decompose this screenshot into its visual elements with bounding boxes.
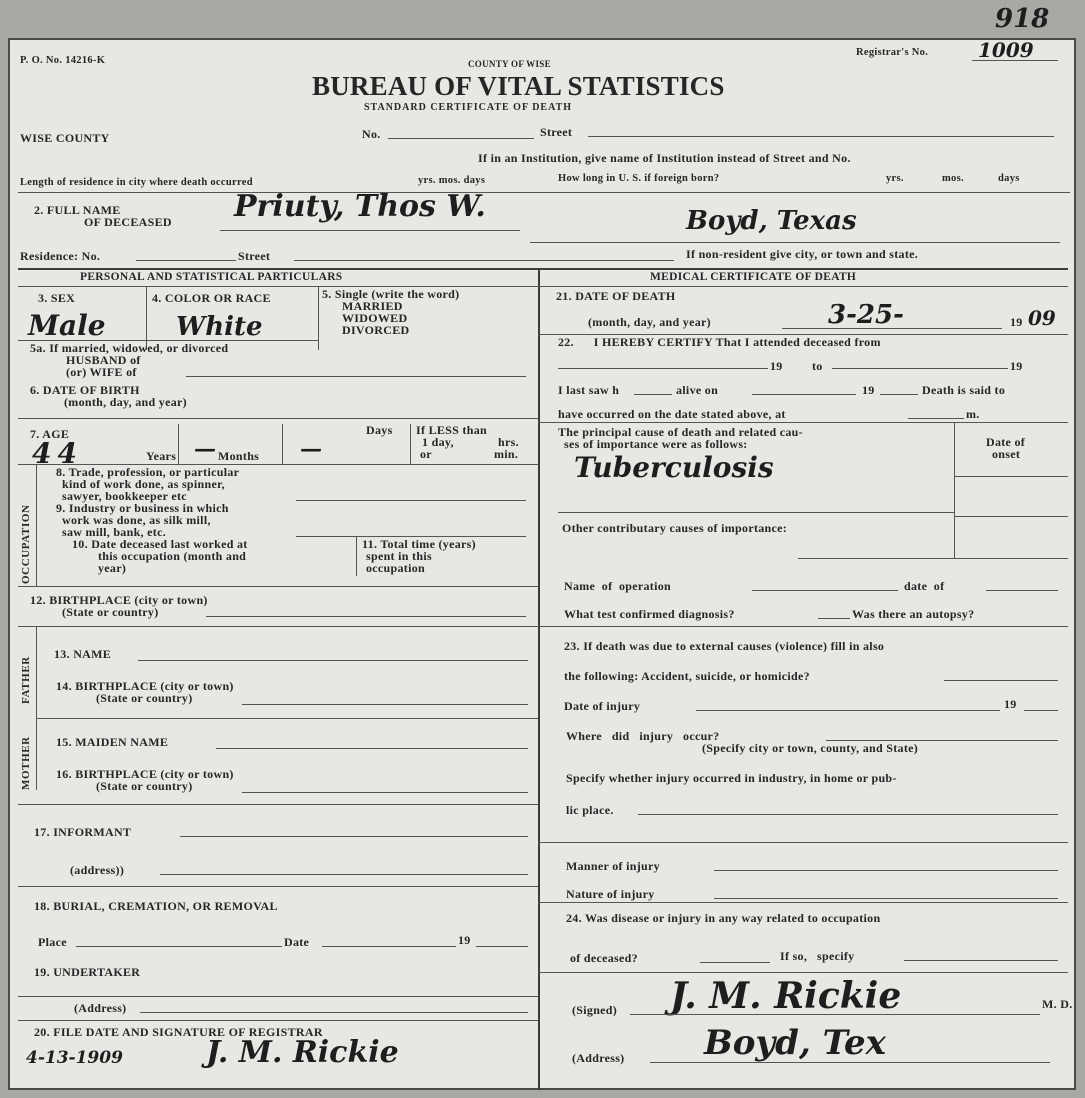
occ-11b: spent in this — [366, 549, 432, 563]
occ-9a: 9. Industry or business in which — [56, 501, 229, 515]
sex-label: 3. SEX — [38, 291, 76, 305]
yrs-label: yrs. — [886, 173, 904, 184]
where-injury-1: Where did injury occur? — [566, 729, 720, 743]
days-label: days — [998, 173, 1020, 184]
full-name-label-1: 2. FULL NAME — [34, 203, 121, 217]
years-label: Years — [146, 449, 177, 463]
specify-injury-1: Specify whether injury occurred in industry, in home or pub- — [566, 771, 897, 785]
occ-11a: 11. Total time (years) — [362, 537, 476, 551]
cause-label-2: ses of importance were as follows: — [564, 437, 748, 451]
spouse-label-3: (or) WIFE of — [66, 365, 137, 379]
color-label: 4. COLOR OR RACE — [152, 291, 271, 305]
corner-number: 918 — [995, 4, 1050, 34]
physician-signature[interactable]: J. M. Rickie — [670, 975, 902, 1017]
widowed-label: WIDOWED — [342, 311, 408, 325]
or-label: or — [420, 447, 432, 461]
occ-11c: occupation — [366, 561, 426, 575]
physician-address-label: (Address) — [572, 1051, 625, 1065]
color-value[interactable]: White — [176, 312, 263, 342]
registrar-signature[interactable]: J. M. Rickie — [206, 1035, 399, 1070]
mother-maiden-name: 15. MAIDEN NAME — [56, 735, 169, 749]
informant-label: 17. INFORMANT — [34, 825, 132, 839]
residence-label: Residence: No. — [20, 249, 101, 263]
burial-label: 18. BURIAL, CREMATION, OR REMOVAL — [34, 899, 278, 913]
age-label: 7. AGE — [30, 427, 70, 441]
date-onset-2: onset — [992, 447, 1021, 461]
death-certificate — [8, 38, 1076, 1090]
external-causes-1: 23. If death was due to external causes (violence) fill in also — [564, 639, 885, 653]
mother-birthplace-2: (State or country) — [96, 779, 193, 793]
father-birthplace-1: 14. BIRTHPLACE (city or town) — [56, 679, 234, 693]
yrs-mos-days: yrs. mos. days — [418, 175, 486, 186]
deceased-name[interactable]: Priuty, Thos W. — [234, 189, 486, 224]
nature-injury-label: Nature of injury — [566, 887, 655, 901]
father-side-label: FATHER — [20, 656, 32, 704]
medical-section-title: MEDICAL CERTIFICATE OF DEATH — [650, 271, 857, 283]
nonresident-note: If non-resident give city, or town and state. — [686, 247, 919, 261]
occurred-text: have occurred on the date stated above, at — [558, 407, 786, 421]
other-causes-label: Other contributary causes of importance: — [562, 521, 788, 535]
signed-label: (Signed) — [572, 1003, 618, 1017]
where-injury-2: (Specify city or town, county, and State) — [702, 741, 919, 755]
alive-on-label: alive on — [676, 383, 719, 397]
burial-place-label: Place — [38, 935, 67, 949]
md-label: M. D. — [1042, 997, 1073, 1011]
mos-label: mos. — [942, 173, 964, 184]
certificate-title: BUREAU OF VITAL STATISTICS — [312, 71, 725, 101]
last-saw-label: I last saw h — [558, 383, 620, 397]
date-onset-1: Date of — [986, 435, 1026, 449]
file-date-label: 20. FILE DATE AND SIGNATURE OF REGISTRAR — [34, 1025, 323, 1039]
divorced-label: DIVORCED — [342, 323, 410, 337]
death-date-sub: (month, day, and year) — [588, 315, 711, 329]
mother-birthplace-1: 16. BIRTHPLACE (city or town) — [56, 767, 234, 781]
father-name-label: 13. NAME — [54, 647, 112, 661]
months-value[interactable]: — — [194, 436, 216, 462]
cause-value[interactable]: Tuberculosis — [574, 451, 774, 484]
manner-injury-label: Manner of injury — [566, 859, 660, 873]
sex-value[interactable]: Male — [28, 309, 106, 342]
months-label: Months — [218, 449, 260, 463]
occupation-side-label: OCCUPATION — [20, 504, 32, 584]
undertaker-label: 19. UNDERTAKER — [34, 965, 141, 979]
min-label: min. — [494, 447, 519, 461]
county-label: WISE COUNTY — [20, 131, 110, 145]
occ-8c: sawyer, bookkeeper etc — [62, 489, 187, 503]
spouse-label-1: 5a. If married, widowed, or divorced — [30, 341, 229, 355]
certify-year-to: 19 — [1010, 359, 1023, 373]
external-causes-2: the following: Accident, suicide, or homicide? — [564, 669, 810, 683]
injury-date-label: Date of injury — [564, 699, 641, 713]
birthplace-label-2: (State or country) — [62, 605, 159, 619]
marital-label: 5. Single (write the word) — [322, 287, 460, 301]
test-label: What test confirmed diagnosis? — [564, 607, 735, 621]
how-long-us: How long in U. S. if foreign born? — [558, 173, 720, 184]
burial-date-label: Date — [284, 935, 310, 949]
residence-street-label: Street — [238, 249, 271, 263]
hrs-label: hrs. — [498, 435, 519, 449]
operation-label: Name of operation — [564, 579, 672, 593]
no-label: No. — [362, 127, 381, 141]
street-label: Street — [540, 125, 573, 139]
cause-label-1: The principal cause of death and related cau- — [558, 425, 803, 439]
file-date-value[interactable]: 4-13-1909 — [26, 1048, 123, 1068]
residence-city[interactable]: Boyd, Texas — [686, 206, 857, 236]
occ-10c: year) — [98, 561, 127, 575]
birthplace-label-1: 12. BIRTHPLACE (city or town) — [30, 593, 208, 607]
undertaker-address-label: (Address) — [74, 1001, 127, 1015]
full-name-label-2: OF DECEASED — [84, 215, 172, 229]
registrar-label: Registrar's No. — [856, 47, 929, 58]
if-so-label: If so, specify — [780, 949, 855, 963]
dob-label-1: 6. DATE OF BIRTH — [30, 383, 140, 397]
occ-10a: 10. Date deceased last worked at — [72, 537, 248, 551]
injury-year-label: 19 — [1004, 697, 1017, 711]
residence-length-label: Length of residence in city where death occurred — [20, 177, 253, 188]
death-date-label: 21. DATE OF DEATH — [556, 289, 676, 303]
registrar-number: 1009 — [978, 38, 1034, 62]
less-than-2: 1 day, — [422, 435, 454, 449]
mother-side-label: MOTHER — [20, 736, 32, 790]
occ-10b: this occupation (month and — [98, 549, 247, 563]
days-value[interactable]: — — [300, 436, 322, 462]
m-label: m. — [966, 407, 980, 421]
age-value[interactable]: 44 — [32, 437, 83, 470]
married-label: MARRIED — [342, 299, 403, 313]
days-label: Days — [366, 423, 393, 437]
informant-address-label: (address)) — [70, 863, 125, 877]
death-year-value[interactable]: 09 — [1028, 306, 1056, 330]
certify-year-from: 19 — [770, 359, 783, 373]
occupation-related-1: 24. Was disease or injury in any way related to occupation — [566, 911, 881, 925]
occ-8a: 8. Trade, profession, or particular — [56, 465, 240, 479]
occ-8b: kind of work done, as spinner, — [62, 477, 225, 491]
po-number: P. O. No. 14216-K — [20, 55, 106, 66]
spouse-label-2: HUSBAND of — [66, 353, 141, 367]
certificate-subtitle: STANDARD CERTIFICATE OF DEATH — [364, 102, 573, 113]
father-birthplace-2: (State or country) — [96, 691, 193, 705]
alive-year-label: 19 — [862, 383, 875, 397]
death-year-prefix: 19 — [1010, 315, 1023, 329]
occ-9b: work was done, as silk mill, — [62, 513, 211, 527]
institution-note: If in an Institution, give name of Institution instead of Street and No. — [478, 151, 851, 165]
county-of: COUNTY OF WISE — [468, 59, 551, 69]
burial-year-label: 19 — [458, 933, 471, 947]
certify-to: to — [812, 359, 823, 373]
death-date-value[interactable]: 3-25- — [828, 300, 904, 330]
operation-date-label: date of — [904, 579, 945, 593]
autopsy-label: Was there an autopsy? — [852, 607, 975, 621]
dob-label-2: (month, day, and year) — [64, 395, 187, 409]
personal-section-title: PERSONAL AND STATISTICAL PARTICULARS — [80, 271, 343, 283]
certify-text: 22. I HEREBY CERTIFY That I attended deceased from — [558, 335, 881, 349]
less-than-1: If LESS than — [416, 423, 487, 437]
specify-injury-2: lic place. — [566, 803, 614, 817]
occ-9c: saw mill, bank, etc. — [62, 525, 167, 539]
occupation-related-2: of deceased? — [570, 951, 638, 965]
physician-address[interactable]: Boyd, Tex — [704, 1023, 886, 1063]
said-to-label: Death is said to — [922, 383, 1006, 397]
